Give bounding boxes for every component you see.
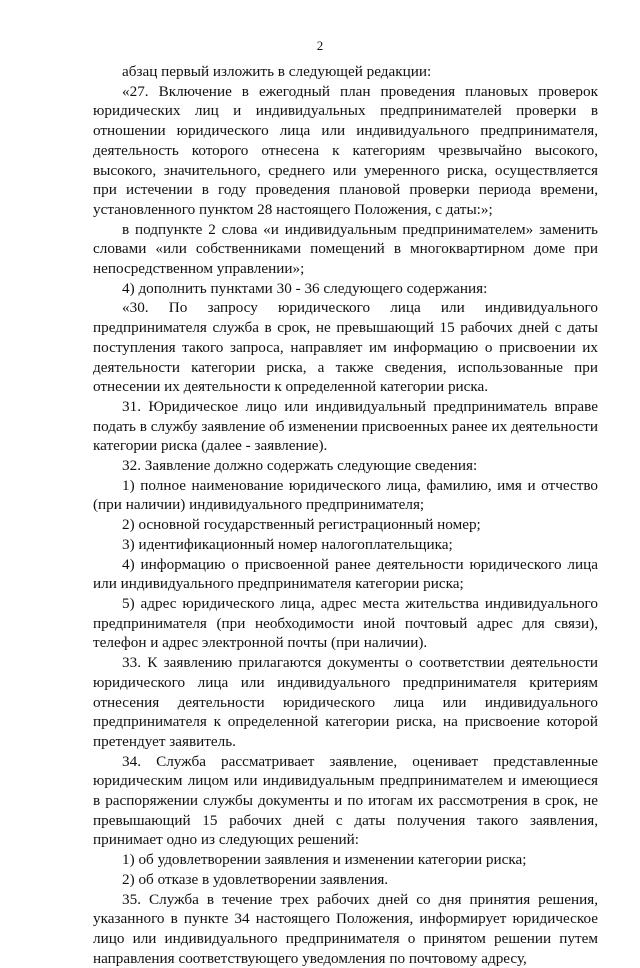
paragraph-item-32-3: 3) идентификационный номер налогоплательщика; xyxy=(122,535,453,553)
paragraph-item-35: 35. Служба в течение трех рабочих дней со дня принятия решения, указанного в пункте 34 настоящего Положения, информирует юридическое лицо или индивидуального предпринимателя о принятом решении путем направления соответствующего уведомления по почтовому адресу, xyxy=(93,890,598,967)
paragraph-item-30: «30. По запросу юридического лица или индивидуального предпринимателя служба в срок, не превышающий 15 рабочих дней с даты поступления такого запроса, направляет им информацию о присвоении их деятельности категории риска, а также сведения, использованные при отнесении их деятельности к определенной категории риска. xyxy=(93,299,598,396)
paragraph-item-31: 31. Юридическое лицо или индивидуальный предприниматель вправе подать в службу заявление об изменении присвоенных ранее их деятельности категории риска (далее - заявление). xyxy=(93,397,598,455)
paragraph-item-33: 33. К заявлению прилагаются документы о соответствии деятельности юридического лица или индивидуального предпринимателя критериям отнесения деятельности юридического лица или индивидуального предпринимателя к определенной категории риска, на присвоение которой претендует заявитель. xyxy=(93,654,598,750)
paragraph-item-32-4: 4) информацию о присвоенной ранее деятельности юридического лица или индивидуального предпринимателя категории риска; xyxy=(93,555,598,593)
paragraph-item-32-5: 5) адрес юридического лица, адрес места жительства индивидуального предпринимателя (при необходимости иной почтовый адрес для связи), телефон и адрес электронной почты (при наличии). xyxy=(93,594,598,652)
paragraph-item-27: «27. Включение в ежегодный план проведения плановых проверок юридических лиц и индивидуальных предпринимателей проверки в отношении юридического лица или индивидуального предпринимателя, деятельность которого отнесена к категориям чрезвычайно высокого, высокого, значительного, среднего или умеренного риска, осуществляется при истечении в году проведения плановой проверки периода времени, установленного пунктом 28 настоящего Положения, с даты:»; xyxy=(93,82,598,218)
page-number: 2 xyxy=(316,38,324,53)
paragraph-intro: абзац первый изложить в следующей редакции: xyxy=(122,63,432,80)
paragraph-item-34: 34. Служба рассматривает заявление, оценивает представленные юридическим лицом или индивидуальным предпринимателем и имеющиеся в распоряжении службы документы и по итогам их рассмотрения в срок, не превышающий 15 рабочих дней с даты получения такого заявления, принимает одно из следующих решений: xyxy=(93,752,598,849)
paragraph-item-32: 32. Заявление должно содержать следующие сведения: xyxy=(122,457,478,475)
paragraph-item-34-1: 1) об удовлетворении заявления и изменении категории риска; xyxy=(122,851,527,869)
paragraph-item-34-2: 2) об отказе в удовлетворении заявления. xyxy=(122,870,389,888)
document-body xyxy=(93,62,598,968)
paragraph-subitem-2: в подпункте 2 слова «и индивидуальным предпринимателем» заменить словами «или собственниками помещений в многоквартирном доме при непосредственном управлении»; xyxy=(93,220,598,278)
paragraph-item-32-2: 2) основной государственный регистрационный номер; xyxy=(122,516,481,534)
paragraph-item-4-addition: 4) дополнить пунктами 30 - 36 следующего содержания: xyxy=(122,279,488,297)
paragraph-item-32-1: 1) полное наименование юридического лица, фамилию, имя и отчество (при наличии) индивидуального предпринимателя; xyxy=(93,476,598,514)
